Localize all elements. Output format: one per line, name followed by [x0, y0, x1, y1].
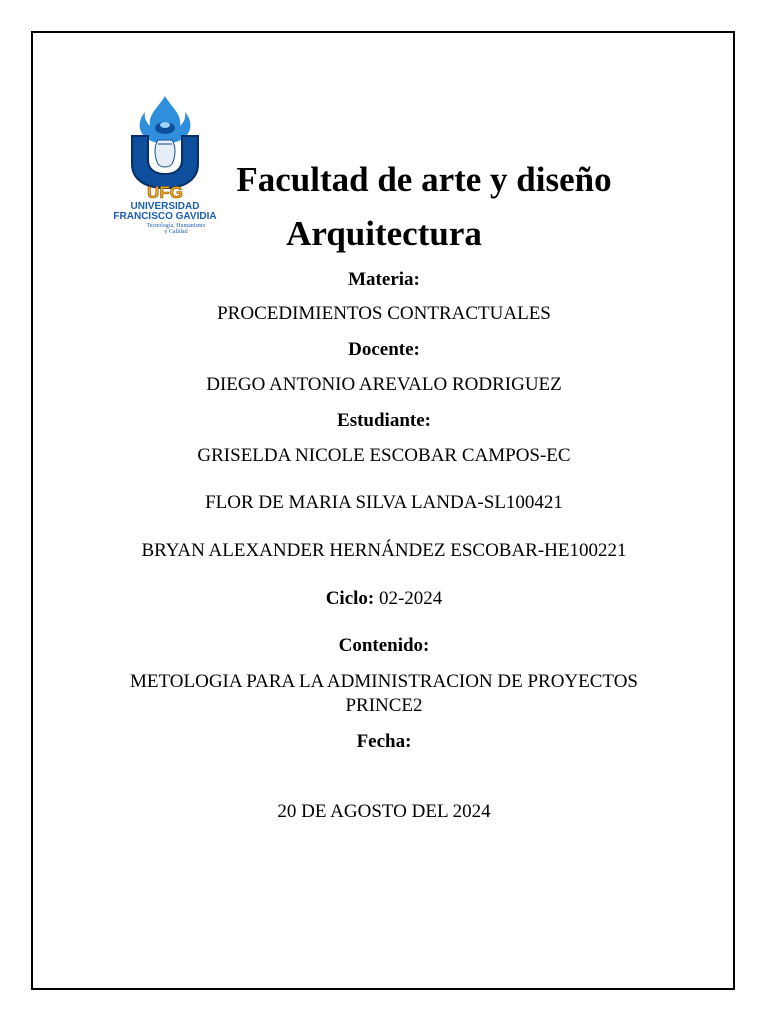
student-name: FLOR DE MARIA SILVA LANDA-SL100421 — [205, 492, 563, 513]
svg-text:Tecnología, Humanismo: Tecnología, Humanismo — [146, 223, 206, 229]
docente-label: Docente: — [348, 339, 420, 360]
student-name: BRYAN ALEXANDER HERNÁNDEZ ESCOBAR-HE100221 — [141, 540, 627, 561]
career-title: Arquitectura — [286, 214, 482, 253]
materia-value: PROCEDIMIENTOS CONTRACTUALES — [217, 303, 551, 324]
contenido-value-line2: PRINCE2 — [345, 695, 423, 716]
svg-text:y Calidad: y Calidad — [164, 229, 188, 234]
fecha-label: Fecha: — [356, 731, 412, 752]
ciclo-label: Ciclo: — [325, 588, 375, 609]
contenido-label: Contenido: — [338, 635, 430, 656]
ciclo-line — [0, 587, 768, 611]
student-name: GRISELDA NICOLE ESCOBAR CAMPOS-EC — [197, 445, 571, 466]
docente-value: DIEGO ANTONIO AREVALO RODRIGUEZ — [206, 374, 562, 395]
fecha-value: 20 DE AGOSTO DEL 2024 — [277, 801, 491, 822]
materia-label: Materia: — [348, 269, 420, 290]
svg-text:UNIVERSIDAD: UNIVERSIDAD — [130, 201, 200, 212]
estudiante-label: Estudiante: — [337, 410, 431, 431]
svg-text:UFG: UFG — [147, 183, 183, 202]
faculty-title: Facultad de arte y diseño — [236, 160, 612, 199]
ciclo-value: 02-2024 — [378, 588, 443, 609]
svg-text:FRANCISCO GAVIDIA: FRANCISCO GAVIDIA — [113, 211, 217, 222]
contenido-value-line1: METOLOGIA PARA LA ADMINISTRACION DE PROYECTOS — [130, 671, 638, 692]
